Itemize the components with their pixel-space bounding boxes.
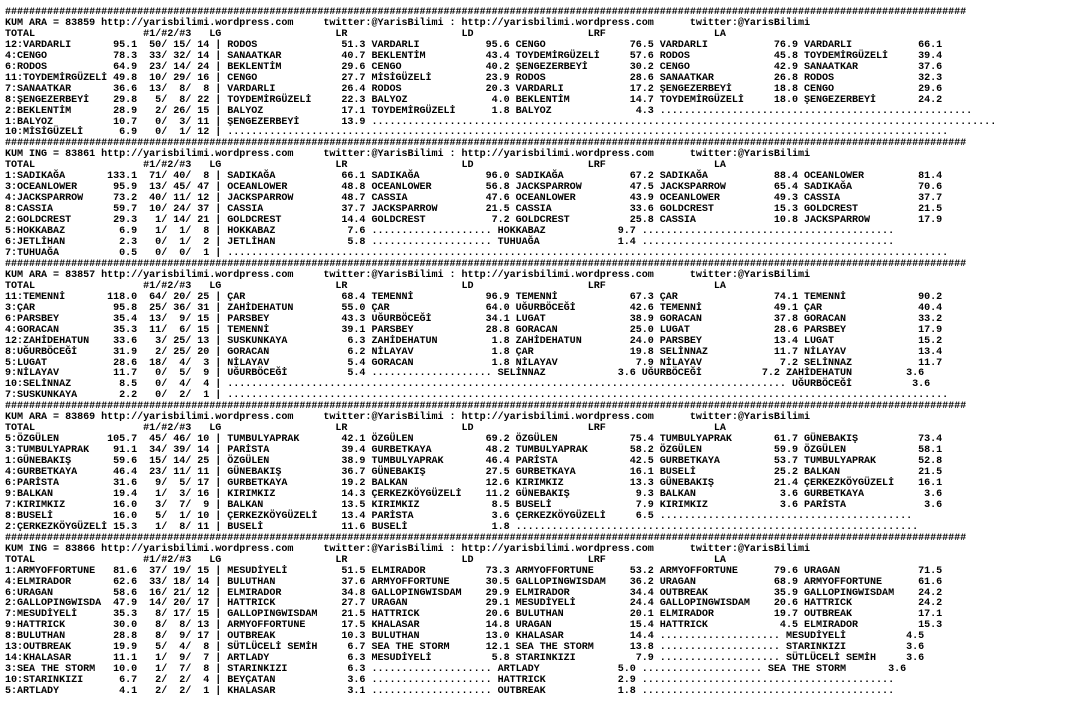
report-line: 9:BALKAN 19.4 1/ 3/ 16 | KIRIMKIZ 14.3 ÇERKEZKÖYGÜZELİ 11.2 GÜNEBAKIŞ 9.3 BALKAN 3.6 GURBETKAYA 3.6 <box>5 488 943 500</box>
report-line: 5:ÖZGÜLEN 105.7 45/ 46/ 10 | TUMBULYAPRAK 42.1 ÖZGÜLEN 69.2 ÖZGÜLEN 75.4 TUMBULYAPRAK 61.7 GÜNEBAKIŞ 73.4 <box>5 434 943 446</box>
report-line: 6:JETLİHAN 2.3 0/ 1/ 2 | JETLİHAN 5.8 .................... TUHUAĞA 1.4 .......................................... <box>5 237 895 249</box>
report-line: KUM ARA = 83869 http://yarisbilimi.wordpress.com twitter:@YarisBilimi : http://yarisbilimi.wordpress.com twitter:@YarisBilimi <box>5 412 810 424</box>
report-line: 12:ZAHİDEHATUN 33.6 3/ 25/ 13 | SUSKUNKAYA 6.3 ZAHİDEHATUN 1.8 ZAHİDEHATUN 24.0 PARSBEY 13.4 LUGAT 15.2 <box>5 335 943 347</box>
report-line: 11:TEMENNİ 118.0 64/ 20/ 25 | ÇAR 68.4 TEMENNİ 96.9 TEMENNİ 67.3 ÇAR 74.1 TEMENNİ 90.2 <box>5 291 943 303</box>
report-line: 8:BUSELİ 16.0 5/ 1/ 10 | ÇERKEZKÖYGÜZELİ 13.4 PARİSTA 3.6 ÇERKEZKÖYGÜZELİ 6.5 .......................................... <box>5 510 913 522</box>
report-line: 1:ARMYOFFORTUNE 81.6 37/ 19/ 15 | MESUDİYELİ 51.5 ELMIRADOR 73.3 ARMYOFFORTUNE 53.2 ARMYOFFORTUNE 79.6 URAGAN 71.5 <box>5 565 943 577</box>
report-line: 5:ARTLADY 4.1 2/ 2/ 1 | KHALASAR 3.1 .................... OUTBREAK 1.8 .......................................... <box>5 686 895 698</box>
report-line: ################################################################################################################################################################ <box>5 7 967 18</box>
report-line: ################################################################################################################################################################ <box>5 532 967 544</box>
report-line: 1:BALYOZ 10.7 0/ 3/ 11 | ŞENGEZERBEYİ 13.9 ........................................................................................................ <box>5 116 997 128</box>
report-line: 7:SUSKUNKAYA 2.2 0/ 2/ 1 | ........................................................................................................................ <box>5 390 949 402</box>
report-line: 2:GALLOPINGWISDA 47.9 14/ 20/ 17 | HATTRICK 27.7 URAGAN 29.1 MESUDİYELİ 24.4 GALLOPINGWISDAM 20.6 HATTRICK 24.2 <box>5 598 943 610</box>
report-line: 7:TUHUAĞA 0.5 0/ 0/ 1 | ........................................................................................................................ <box>5 247 949 259</box>
report-line: ################################################################################################################################################################ <box>5 401 967 413</box>
report-line: 10:SELİNNAZ 8.5 0/ 4/ 4 | ............................................................................................. UĞURBÖCEĞİ 3.6 <box>5 379 931 391</box>
report-line: 3:ÇAR 95.8 25/ 36/ 31 | ZAHİDEHATUN 55.0 ÇAR 64.0 UĞURBÖCEĞİ 42.6 TEMENNİ 49.1 ÇAR 40.4 <box>5 302 943 314</box>
report-line: 14:KHALASAR 11.1 1/ 9/ 7 | ARTLADY 6.3 MESUDİYELİ 5.8 STARINKIZI 7.9 .................... SÜTLÜCELİ SEMİH 3.6 <box>5 653 925 665</box>
report-line: 3:SEA THE STORM 10.0 1/ 7/ 8 | STARINKIZI 6.3 .................... ARTLADY 5.0 .................... SEA THE STORM 3.6 <box>5 664 907 676</box>
report-line: 12:VARDARLI 95.1 50/ 15/ 14 | RODOS 51.3 VARDARLI 95.6 CENGO 76.5 VARDARLI 76.9 VARDARLI 66.1 <box>5 39 943 51</box>
report-line: 4:GORACAN 35.3 11/ 6/ 15 | TEMENNİ 39.1 PARSBEY 28.8 GORACAN 25.0 LUGAT 28.6 PARSBEY 17.9 <box>5 324 943 336</box>
report-line: 8:ŞENGEZERBEYİ 29.8 5/ 8/ 22 | TOYDEMİRGÜZELİ 22.3 BALYOZ 4.0 BEKLENTİM 14.7 TOYDEMİRGÜZELİ 18.0 ŞENGEZERBEYİ 24.2 <box>5 94 943 106</box>
report-line: 6:URAGAN 58.6 16/ 21/ 12 | ELMIRADOR 34.8 GALLOPINGWISDAM 29.9 ELMIRADOR 34.4 OUTBREAK 35.9 GALLOPINGWISDAM 24.2 <box>5 587 943 599</box>
report-line: TOTAL #1/#2/#3 LG LR LD LRF LA <box>5 554 726 566</box>
report-line: KUM ARA = 83857 http://yarisbilimi.wordpress.com twitter:@YarisBilimi : http://yarisbilimi.wordpress.com twitter:@YarisBilimi <box>5 269 810 281</box>
report-line: KUM ARA = 83859 http://yarisbilimi.wordpress.com twitter:@YarisBilimi : http://yarisbilimi.wordpress.com twitter:@YarisBilimi <box>5 17 810 29</box>
report-line: 9:HATTRICK 30.0 8/ 8/ 13 | ARMYOFFORTUNE 17.5 KHALASAR 14.8 URAGAN 15.4 HATTRICK 4.5 ELMIRADOR 15.3 <box>5 620 943 632</box>
report-line: 5:HOKKABAZ 6.9 1/ 1/ 8 | HOKKABAZ 7.6 .................... HOKKABAZ 9.7 .......................................... <box>5 226 895 238</box>
report-line: 2:GOLDCREST 29.3 1/ 14/ 21 | GOLDCREST 14.4 GOLDCREST 7.2 GOLDCREST 25.8 CASSIA 10.8 JACKSPARROW 17.9 <box>5 215 943 227</box>
report-line: 5:LUGAT 28.6 18/ 4/ 3 | NİLAYAV 5.4 GORACAN 1.8 NİLAYAV 7.9 NİLAYAV 7.2 SELİNNAZ 11.7 <box>5 357 943 369</box>
report-line: 3:TUMBULYAPRAK 91.1 34/ 39/ 14 | PARİSTA 39.4 GURBETKAYA 48.2 TUMBULYAPRAK 58.2 ÖZGÜLEN 59.9 ÖZGÜLEN 58.1 <box>5 445 943 457</box>
report-line: 7:KIRIMKIZ 16.0 3/ 7/ 9 | BALKAN 13.5 KIRIMKIZ 8.5 BUSELİ 7.9 KIRIMKIZ 3.6 PARİSTA 3.6 <box>5 499 943 511</box>
report-line: 7:MESUDİYELİ 35.3 8/ 17/ 15 | GALLOPINGWISDAM 21.5 HATTRICK 20.6 BULUTHAN 20.1 ELMIRADOR 19.7 OUTBREAK 17.1 <box>5 609 943 621</box>
report-line: KUM ING = 83861 http://yarisbilimi.wordpress.com twitter:@YarisBilimi : http://yarisbilimi.wordpress.com twitter:@YarisBilimi <box>5 149 810 161</box>
report-line: 2:BEKLENTİM 28.9 2/ 26/ 15 | BALYOZ 17.1 TOYDEMİRGÜZELİ 1.8 BALYOZ 4.3 .................................................... <box>5 105 973 117</box>
report-line: 4:JACKSPARROW 73.2 40/ 11/ 12 | JACKSPARROW 48.7 CASSIA 47.6 OCEANLOWER 43.9 OCEANLOWER 49.3 CASSIA 37.7 <box>5 193 943 205</box>
report-line: ################################################################################################################################################################ <box>5 258 967 270</box>
report-line: 6:PARSBEY 35.4 13/ 9/ 15 | PARSBEY 43.3 UĞURBÖCEĞİ 34.1 LUGAT 38.9 GORACAN 37.8 GORACAN 33.2 <box>5 313 943 325</box>
report-line: TOTAL #1/#2/#3 LG LR LD LRF LA <box>5 423 726 435</box>
report-line: 6:PARİSTA 31.6 9/ 5/ 17 | GURBETKAYA 19.2 BALKAN 12.6 KIRIMKIZ 13.3 GÜNEBAKIŞ 21.4 ÇERKEZKÖYGÜZELİ 16.1 <box>5 477 943 489</box>
report-line: TOTAL #1/#2/#3 LG LR LD LRF LA <box>5 280 726 292</box>
report-line: 4:CENGO 78.3 33/ 32/ 14 | SANAATKAR 40.7 BEKLENTİM 43.4 TOYDEMİRGÜZELİ 57.6 RODOS 45.8 TOYDEMİRGÜZELİ 39.4 <box>5 50 943 62</box>
report-line: 13:OUTBREAK 19.9 5/ 4/ 8 | SÜTLÜCELİ SEMİH 6.7 SEA THE STORM 12.1 SEA THE STORM 13.8 .................... STARINKIZI 3.6 <box>5 642 925 654</box>
report-line: 10:STARINKIZI 6.7 2/ 2/ 4 | BEYÇATAN 3.6 .................... HATTRICK 2.9 .......................................... <box>5 675 895 687</box>
report-line: 6:RODOS 64.9 23/ 14/ 24 | BEKLENTİM 29.6 CENGO 40.2 ŞENGEZERBEYİ 30.2 CENGO 42.9 SANAATKAR 37.6 <box>5 61 943 73</box>
report-line: 1:SADIKAĞA 133.1 71/ 40/ 8 | SADIKAĞA 66.1 SADIKAĞA 96.0 SADIKAĞA 67.2 SADIKAĞA 88.4 OCEANLOWER 81.4 <box>5 171 943 183</box>
report-line: ################################################################################################################################################################ <box>5 138 967 150</box>
report-line: 11:TOYDEMİRGÜZELİ 49.8 10/ 29/ 16 | CENGO 27.7 MİSİGÜZELİ 23.9 RODOS 28.6 SANAATKAR 26.8 RODOS 32.3 <box>5 72 943 84</box>
report-line: 7:SANAATKAR 36.6 13/ 8/ 8 | VARDARLI 26.4 RODOS 20.3 VARDARLI 17.2 ŞENGEZERBEYİ 18.8 CENGO 29.6 <box>5 83 943 95</box>
report-line: 9:NİLAYAV 11.7 0/ 5/ 9 | UĞURBÖCEĞİ 5.4 .................... SELİNNAZ 3.6 UĞURBÖCEĞİ 7.2 ZAHİDEHATUN 3.6 <box>5 368 925 380</box>
report-line: TOTAL #1/#2/#3 LG LR LD LRF LA <box>5 160 726 172</box>
report-line: 8:BULUTHAN 28.8 8/ 9/ 17 | OUTBREAK 10.3 BULUTHAN 13.0 KHALASAR 14.4 .................... MESUDİYELİ 4.5 <box>5 631 925 643</box>
report-line: 10:MİSİGÜZELİ 6.9 0/ 1/ 12 | ........................................................................................................................ <box>5 127 949 139</box>
report-line: 4:GURBETKAYA 46.4 23/ 11/ 11 | GÜNEBAKIŞ 36.7 GÜNEBAKIŞ 27.5 GURBETKAYA 16.1 BUSELİ 25.2 BALKAN 21.5 <box>5 467 943 479</box>
report-line: KUM ING = 83866 http://yarisbilimi.wordpress.com twitter:@YarisBilimi : http://yarisbilimi.wordpress.com twitter:@YarisBilimi <box>5 543 810 555</box>
report-line: 2:ÇERKEZKÖYGÜZELİ 15.3 1/ 8/ 11 | BUSELİ 11.6 BUSELİ 1.8 ................................................................... <box>5 521 919 533</box>
report-line: 4:ELMIRADOR 62.6 33/ 18/ 14 | BULUTHAN 37.6 ARMYOFFORTUNE 30.5 GALLOPINGWISDAM 36.2 URAGAN 68.9 ARMYOFFORTUNE 61.6 <box>5 576 943 588</box>
race-report-document <box>5 8 996 698</box>
report-line: 8:CASSIA 59.7 10/ 24/ 37 | CASSIA 37.7 JACKSPARROW 21.5 CASSIA 33.6 GOLDCREST 15.3 GOLDCREST 21.5 <box>5 204 943 216</box>
report-line: 3:OCEANLOWER 95.9 13/ 45/ 47 | OCEANLOWER 48.8 OCEANLOWER 56.8 JACKSPARROW 47.5 JACKSPARROW 65.4 SADIKAĞA 70.6 <box>5 182 943 194</box>
report-line: 8:UĞURBÖCEĞİ 31.9 2/ 25/ 20 | GORACAN 6.2 NİLAYAV 1.8 ÇAR 19.8 SELİNNAZ 11.7 NİLAYAV 13.4 <box>5 346 943 358</box>
report-line: TOTAL #1/#2/#3 LG LR LD LRF LA <box>5 28 726 40</box>
report-line: 1:GÜNEBAKIŞ 59.6 15/ 14/ 25 | ÖZGÜLEN 38.9 TUMBULYAPRAK 46.4 PARİSTA 42.5 GURBETKAYA 53.7 TUMBULYAPRAK 52.8 <box>5 456 943 468</box>
